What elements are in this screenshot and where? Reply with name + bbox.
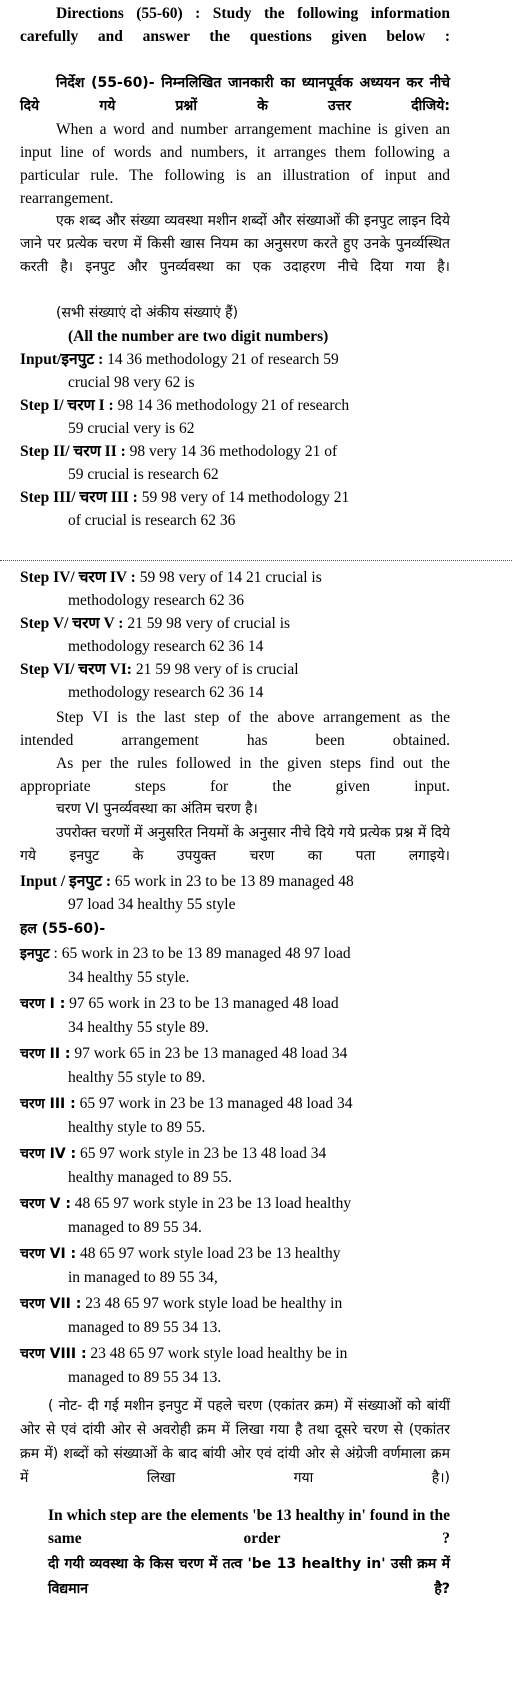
- solution-step-8-line1: 23 48 65 97 work style load healthy be in: [90, 1345, 348, 1362]
- example-input-line2: crucial 98 very 62 is: [68, 374, 195, 391]
- example-step-5-label: Step V/ चरण V :: [20, 615, 124, 632]
- example-step-4: [20, 566, 450, 612]
- example-input: [20, 348, 450, 394]
- example-step-4-line2: methodology research 62 36: [68, 592, 245, 609]
- solution-step-4-line1: 65 97 work style in 23 be 13 48 load 34: [80, 1145, 327, 1162]
- after-paragraph-2: As per the rules followed in the given steps find out the appropriate steps for the given input.: [20, 755, 450, 795]
- example-input-line1: 14 36 methodology 21 of research 59: [107, 351, 339, 368]
- solution-step-4-label: चरण IV :: [20, 1146, 77, 1162]
- solution-input-line2: 34 healthy 55 style.: [68, 969, 190, 986]
- solution-input: इनपुट : 65 work in 23 to be 13 89 managed 48 97 load 34 healthy 55 style.: [20, 942, 450, 989]
- given-input-line1: 65 work in 23 to be 13 89 managed 48: [114, 873, 354, 890]
- solution-step-2: [20, 1042, 450, 1089]
- after-paragraph-1: Step VI is the last step of the above arrangement as the intended arrangement has been obtained.: [20, 709, 450, 749]
- solution-step-2-line1: 97 work 65 in 23 be 13 managed 48 load 34: [74, 1045, 348, 1062]
- solution-step-5: [20, 1192, 450, 1239]
- example-step-3-label: Step III/ चरण III :: [20, 489, 138, 506]
- solution-step-8-line2: managed to 89 55 34 13.: [68, 1369, 222, 1386]
- question-english: In which step are the elements 'be 13 healthy in' found in the same order ?: [48, 1507, 450, 1547]
- intro-english-note: (All the number are two digit numbers): [68, 328, 329, 345]
- solution-step-5-line2: managed to 89 55 34.: [68, 1219, 202, 1236]
- question-hindi: दी गयी व्यवस्था के किस चरण में तत्व 'be 13 healthy in' उसी क्रम में विद्यमान है?: [48, 1556, 450, 1597]
- given-input: [20, 870, 450, 916]
- given-input-label: Input / इनपुट :: [20, 873, 111, 890]
- solution-step-7: [20, 1292, 450, 1339]
- intro-english: When a word and number arrangement machine is given an input line of words and numbers, it arranges them following a particular rule. The following is an illustration of input and rearrangement.: [20, 121, 450, 207]
- solution-heading: हल (55-60)-: [20, 921, 106, 937]
- solution-input-label: इनपुट: [20, 946, 50, 962]
- solution-step-8-label: चरण VIII :: [20, 1346, 87, 1362]
- example-step-3: [20, 486, 450, 532]
- solution-step-2-label: चरण II :: [20, 1046, 71, 1062]
- solution-step-7-line1: 23 48 65 97 work style load be healthy in: [85, 1295, 343, 1312]
- solution-step-3: [20, 1092, 450, 1139]
- solution-note: ( नोट- दी गई मशीन इनपुट में पहले चरण (एकांतर क्रम) में संख्याओं को बांयीं ओर से एवं दांयी ओर से अवरोही क्रम में लिखा गया है तथा दूसरे चरण से (एकांतर क्रम में) शब्दों को संख्याओं के बाद बांयी ओर एवं दांयी ओर से अंग्रेजी वर्णमाला क्रम में लिखा गया है।): [20, 1398, 450, 1486]
- solution-step-1-label: चरण I :: [20, 996, 66, 1012]
- example-step-1-line1: 98 14 36 methodology 21 of research: [117, 397, 350, 414]
- solution-step-1-line2: 34 healthy 55 style 89.: [68, 1019, 209, 1036]
- solution-step-3-line2: healthy style to 89 55.: [68, 1119, 206, 1136]
- example-step-1-label: Step I/ चरण I :: [20, 397, 114, 414]
- example-step-3-line2: of crucial is research 62 36: [68, 512, 236, 529]
- example-step-1-line2: 59 crucial very is 62: [68, 420, 195, 437]
- solution-step-8: [20, 1342, 450, 1389]
- example-step-5-line2: methodology research 62 36 14: [68, 638, 264, 655]
- after-paragraph-3: चरण VI पुनर्व्यवस्था का अंतिम चरण है।: [56, 801, 258, 817]
- solution-step-3-label: चरण III :: [20, 1096, 76, 1112]
- example-step-2-line2: 59 crucial is research 62: [68, 466, 219, 483]
- solution-step-5-line1: 48 65 97 work style in 23 be 13 load healthy: [74, 1195, 352, 1212]
- directions-english: Directions (55-60) : Study the following information carefully and answer the questions given below :: [20, 5, 450, 45]
- example-step-5-line1: 21 59 98 very of crucial is: [127, 615, 291, 632]
- directions-hindi: निर्देश (55-60)- निम्नलिखित जानकारी का ध्यानपूर्वक अध्ययन कर नीचे दिये गये प्रश्नों के उत्तर दीजिये:: [20, 75, 450, 114]
- solution-step-1-line1: 97 65 work in 23 to be 13 managed 48 load: [69, 995, 339, 1012]
- solution-step-4-line2: healthy managed to 89 55.: [68, 1169, 232, 1186]
- after-paragraph-4: उपरोक्त चरणों में अनुसरित नियमों के अनुसार नीचे दिये गये प्रत्येक प्रश्न में दिये गये इनपुट के उपयुक्त चरण का पता लगाइये।: [20, 825, 450, 864]
- solution-step-3-line1: 65 97 work in 23 be 13 managed 48 load 34: [79, 1095, 353, 1112]
- solution-step-6-label: चरण VI :: [20, 1246, 77, 1262]
- example-input-label: Input/इनपुट :: [20, 351, 104, 368]
- example-step-3-line1: 59 98 very of 14 methodology 21: [141, 489, 350, 506]
- page-break-divider: [0, 560, 512, 561]
- solution-step-2-line2: healthy 55 style to 89.: [68, 1069, 206, 1086]
- solution-step-6: [20, 1242, 450, 1289]
- solution-step-7-label: चरण VII :: [20, 1296, 82, 1312]
- intro-hindi-note: (सभी संख्याएं दो अंकीय संख्याएं हैं): [56, 305, 239, 321]
- example-step-2-label: Step II/ चरण II :: [20, 443, 126, 460]
- solution-step-1: [20, 992, 450, 1039]
- solution-step-4: [20, 1142, 450, 1189]
- solution-step-6-line2: in managed to 89 55 34,: [68, 1269, 218, 1286]
- example-step-4-line1: 59 98 very of 14 21 crucial is: [139, 569, 322, 586]
- solution-step-6-line1: 48 65 97 work style load 23 be 13 healthy: [80, 1245, 341, 1262]
- example-step-6-line2: methodology research 62 36 14: [68, 684, 264, 701]
- given-input-line2: 97 load 34 healthy 55 style: [68, 896, 236, 913]
- solution-step-5-label: चरण V :: [20, 1196, 71, 1212]
- example-step-1: [20, 394, 450, 440]
- example-step-6: [20, 658, 450, 704]
- example-step-5: [20, 612, 450, 658]
- intro-hindi: एक शब्द और संख्या व्यवस्था मशीन शब्दों और संख्याओं की इनपुट लाइन दिये जाने पर प्रत्येक चरण में किसी खास नियम का अनुसरण करते हुए उनके पुनर्व्यस्थित करती है। इनपुट और पुनर्व्यवस्था का एक उदाहरण नीचे दिया गया है।: [20, 213, 450, 275]
- example-step-4-label: Step IV/ चरण IV :: [20, 569, 136, 586]
- solution-step-7-line2: managed to 89 55 34 13.: [68, 1319, 222, 1336]
- solution-input-line1: 65 work in 23 to be 13 89 managed 48 97 load: [61, 945, 351, 962]
- example-step-6-label: Step VI/ चरण VI:: [20, 661, 132, 678]
- example-step-2: [20, 440, 450, 486]
- example-step-2-line1: 98 very 14 36 methodology 21 of: [129, 443, 338, 460]
- example-step-6-line1: 21 59 98 very of is crucial: [135, 661, 299, 678]
